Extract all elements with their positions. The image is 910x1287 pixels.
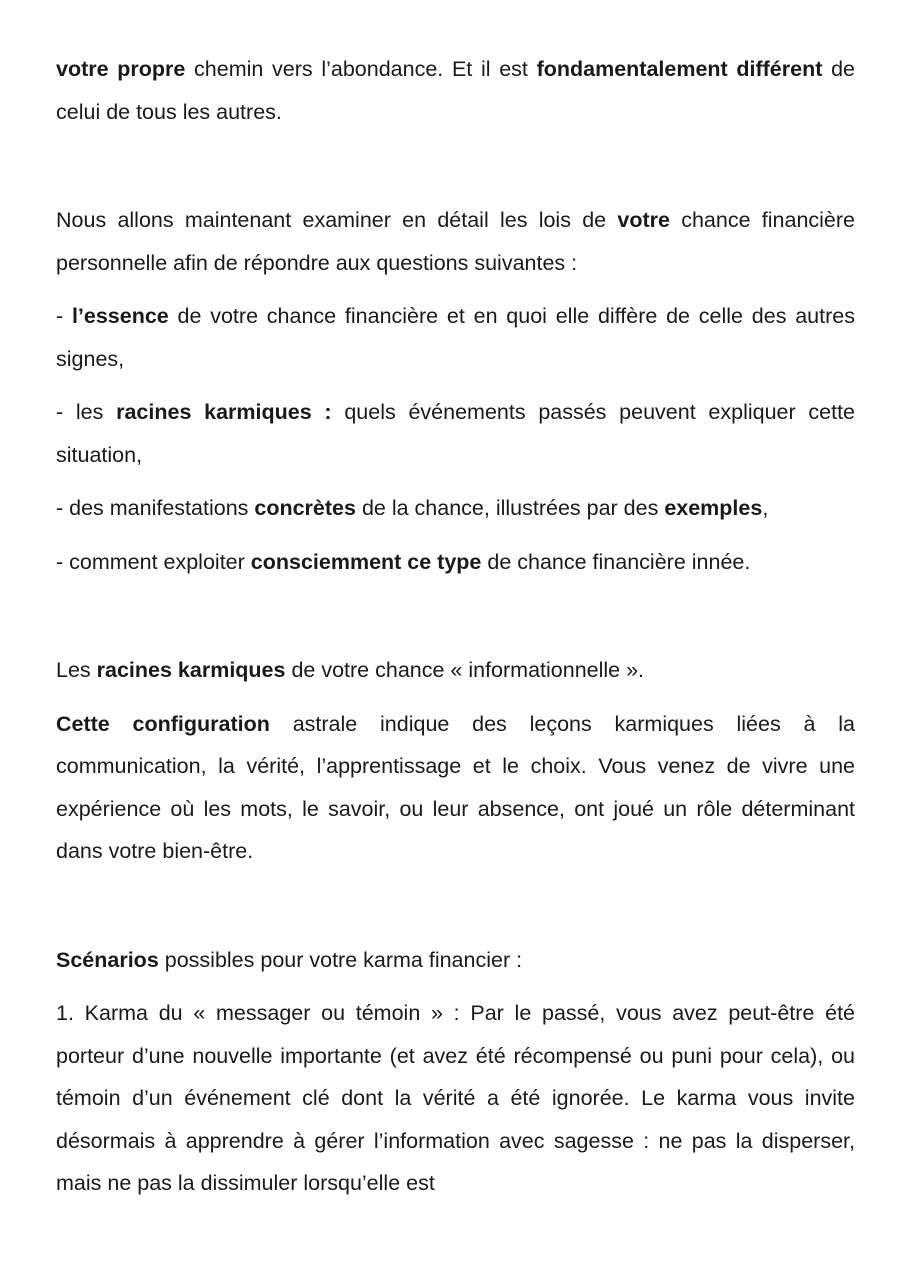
text: de votre chance financière et en quoi elle diffère de celle des autres signes,	[56, 304, 855, 371]
text: possibles pour votre karma financier :	[158, 947, 523, 972]
paragraph-configuration	[56, 703, 855, 873]
bold-text: racines karmiques :	[116, 400, 332, 424]
bold-text: l’essence	[71, 304, 169, 328]
bold-text: votre propre	[56, 57, 186, 81]
text: de celui de tous les autres.	[56, 57, 855, 124]
text: - des manifestations	[56, 496, 255, 520]
text: Nous allons maintenant examiner en détail les lois de	[56, 208, 618, 232]
bold-text: consciemment ce type	[250, 549, 482, 574]
list-item-essence	[56, 295, 855, 380]
text: - les	[56, 400, 117, 424]
bold-text: votre	[617, 208, 670, 232]
list-item-manifestations	[56, 487, 855, 530]
text: chance financière personnelle afin de répondre aux questions suivantes :	[56, 208, 856, 275]
text: ,	[762, 496, 769, 520]
bold-text: Cette configuration	[56, 711, 270, 736]
list-item-exploiter	[56, 541, 855, 584]
text: - comment exploiter	[56, 549, 251, 574]
text: -	[56, 304, 72, 328]
paragraph-lois-intro	[56, 199, 855, 284]
bold-text: Scénarios	[56, 947, 159, 972]
text: de chance financière innée.	[481, 549, 751, 574]
bold-text: concrètes	[254, 496, 356, 520]
text: de la chance, illustrées par des	[355, 496, 665, 520]
paragraph-intro-continuation	[56, 48, 855, 133]
bold-text: racines karmiques	[96, 658, 286, 682]
text: astrale indique des leçons karmiques liées à la communication, la vérité, l’apprentissage et le choix. Vous venez de vivre une expérience où les mots, le savoir, ou leur absence, ont joué un rôle déterminant dans votre bien-être.	[56, 711, 855, 863]
bold-text: exemples	[664, 496, 763, 520]
text: quels événements passés peuvent expliquer cette situation,	[56, 400, 855, 467]
list-item-racines	[56, 391, 855, 476]
paragraph-racines-heading	[56, 649, 855, 692]
text: de votre chance « informationnelle ».	[285, 658, 645, 682]
bold-text: fondamentalement différent	[536, 57, 823, 81]
paragraph-scenarios-heading	[56, 939, 855, 982]
text: Les	[56, 658, 97, 682]
document-page	[56, 48, 855, 1205]
text: chemin vers l’abondance. Et il est	[185, 57, 537, 81]
text: 1. Karma du « messager ou témoin » : Par le passé, vous avez peut-être été porteur d’une nouvelle importante (et avez été récompensé ou puni pour cela), ou témoin d’un événement clé dont la vérité a été ignorée. Le karma vous invite désormais à apprendre à gérer l’information avec sagesse : ne pas la disperser, mais ne pas la dissimuler lorsqu’elle est	[56, 1001, 855, 1195]
paragraph-scenario-1	[56, 992, 855, 1205]
